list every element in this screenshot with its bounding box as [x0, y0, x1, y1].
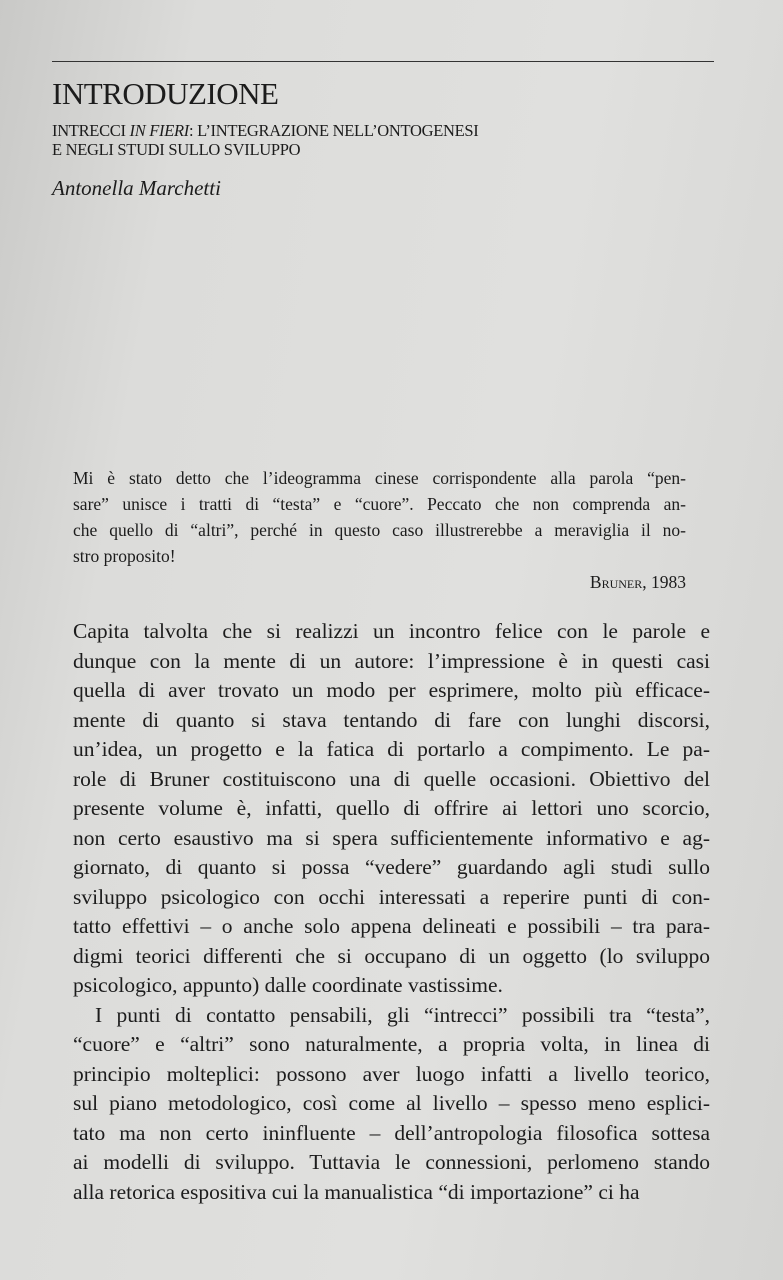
body-line: Capita talvolta che si realizzi un incontro felice con le parole e — [73, 619, 710, 643]
subtitle-prefix: INTRECCI — [52, 121, 130, 140]
body-line: I punti di contatto pensabili, gli “intrecci” possibili tra “testa”, — [95, 1002, 710, 1027]
epigraph-line: sare” unisce i tratti di “testa” e “cuore”. Peccato che non comprenda an- — [73, 494, 686, 514]
header-rule — [52, 61, 714, 62]
epigraph-line: stro proposito! — [73, 546, 176, 566]
body-line: alla retorica espositiva cui la manualistica “di importazione” ci ha — [73, 1179, 640, 1204]
body-line: mente di quanto si stava tentando di fare con lunghi discorsi, — [73, 707, 710, 732]
chapter-author: Antonella Marchetti — [52, 176, 221, 200]
chapter-subtitle — [52, 121, 478, 159]
body-text — [73, 617, 710, 1207]
epigraph-line: che quello di “altri”, perché in questo caso illustrerebbe a meraviglia il no- — [73, 520, 686, 540]
subtitle-line-2: E NEGLI STUDI SULLO SVILUPPO — [52, 140, 301, 159]
body-line: presente volume è, infatti, quello di offrire ai lettori uno scorcio, — [73, 796, 710, 820]
body-line: “cuore” e “altri” sono naturalmente, a propria volta, in linea di — [73, 1032, 710, 1056]
body-line: non certo esaustivo ma si spera sufficientemente informativo e ag- — [73, 825, 710, 850]
body-line: dunque con la mente di un autore: l’impressione è in questi casi — [73, 648, 710, 673]
epigraph-source: Bruner, 1983 — [589, 572, 686, 592]
subtitle-rest: : L’INTEGRAZIONE NELL’ONTOGENESI — [188, 121, 479, 140]
epigraph — [73, 465, 686, 595]
body-line: digmi teorici differenti che si occupano di un oggetto (lo sviluppo — [73, 943, 710, 968]
body-line: role di Bruner costituiscono una di quelle occasioni. Obiettivo del — [73, 766, 710, 791]
body-line: sul piano metodologico, così come al livello – spesso meno esplici- — [73, 1091, 710, 1115]
body-line: psicologico, appunto) dalle coordinate vastissime. — [73, 973, 503, 997]
body-line: sviluppo psicologico con occhi interessati a reperire punti di con- — [73, 884, 710, 909]
subtitle-line-1 — [52, 121, 478, 140]
subtitle-italic: IN FIERI — [129, 121, 189, 140]
chapter-title: INTRODUZIONE — [52, 76, 279, 111]
body-line: giornato, di quanto si possa “vedere” guardando agli studi sullo — [73, 855, 710, 879]
body-line: quella di aver trovato un modo per esprimere, molto più efficace- — [73, 678, 710, 702]
body-line: tatto effettivi – o anche solo appena delineati e possibili – tra para- — [73, 914, 710, 938]
body-line: un’idea, un progetto e la fatica di portarlo a compimento. Le pa- — [73, 737, 710, 761]
body-line: tato ma non certo ininfluente – dell’antropologia filosofica sottesa — [73, 1120, 710, 1145]
body-line: principio molteplici: possono aver luogo infatti a livello teorico, — [73, 1061, 710, 1086]
body-line: ai modelli di sviluppo. Tuttavia le connessioni, perlomeno stando — [73, 1150, 710, 1174]
epigraph-line: Mi è stato detto che l’ideogramma cinese corrispondente alla parola “pen- — [73, 468, 686, 488]
